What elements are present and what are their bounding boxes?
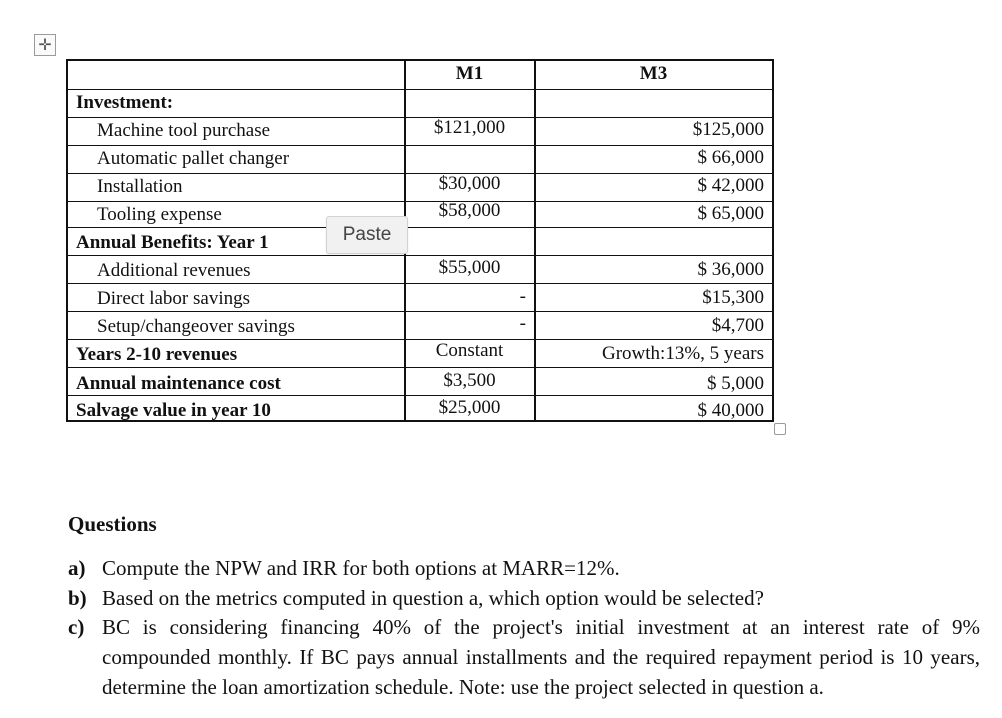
row-label: Installation	[97, 176, 183, 197]
question-text: Based on the metrics computed in question a, which option would be selected?	[102, 586, 764, 610]
row-label: Direct labor savings	[97, 288, 251, 309]
m3-value: $15,300	[702, 287, 764, 308]
section-label-annual-benefits: Annual Benefits: Year 1	[76, 232, 269, 253]
row-line	[66, 255, 774, 256]
row-label: Machine tool purchase	[97, 120, 271, 141]
row-label-years-2-10: Years 2-10 revenues	[76, 344, 238, 365]
question-text: BC is considering financing 40% of the project's initial investment at an interest rate of 9% compounded monthly. If BC pays annual installments and the required repayment period is 10 years, determine the loan amortization schedule. Note: use the project selected in question a.	[102, 615, 980, 699]
question-marker: c)	[68, 615, 85, 639]
row-label-salvage: Salvage value in year 10	[76, 400, 271, 421]
m1-value: $30,000	[438, 173, 501, 194]
row-label-maintenance: Annual maintenance cost	[76, 373, 281, 394]
question-text: Compute the NPW and IRR for both options at MARR=12%.	[102, 556, 620, 580]
row-line	[66, 311, 774, 312]
question-item	[68, 553, 980, 583]
table-border-top	[66, 59, 774, 61]
section-label-investment: Investment:	[76, 92, 174, 113]
m3-value: $ 36,000	[697, 259, 764, 280]
row-line	[66, 89, 774, 90]
column-header-m3: M3	[639, 63, 668, 84]
row-line	[66, 283, 774, 284]
row-line	[66, 227, 774, 228]
m1-value: -	[519, 313, 526, 334]
row-label: Automatic pallet changer	[97, 148, 290, 169]
question-marker: a)	[68, 556, 86, 580]
m1-value: $55,000	[438, 257, 501, 278]
question-item	[68, 583, 980, 613]
m1-value: $121,000	[433, 117, 506, 138]
row-line	[66, 339, 774, 340]
m3-value: $ 42,000	[697, 175, 764, 196]
m3-value: $ 65,000	[697, 203, 764, 224]
row-line	[66, 145, 774, 146]
m3-value: $ 66,000	[697, 147, 764, 168]
question-marker: b)	[68, 586, 87, 610]
m3-value: $ 5,000	[707, 373, 764, 394]
m3-value: $4,700	[711, 315, 764, 336]
question-item	[68, 612, 980, 704]
m1-value: Constant	[435, 340, 504, 361]
column-header-m1: M1	[455, 63, 484, 84]
row-label: Additional revenues	[97, 260, 251, 281]
table-move-handle[interactable]	[34, 34, 56, 56]
m1-value: $3,500	[443, 370, 496, 391]
m1-value: $25,000	[438, 397, 501, 418]
row-label: Setup/changeover savings	[97, 316, 295, 337]
questions-heading: Questions	[68, 512, 157, 536]
row-line	[66, 395, 774, 396]
m3-value: Growth:13%, 5 years	[602, 343, 764, 364]
paste-button[interactable]: Paste	[326, 216, 408, 254]
move-icon: ✛	[38, 35, 52, 54]
table-resize-handle[interactable]	[774, 423, 786, 435]
m1-value: -	[519, 286, 526, 307]
m1-value: $58,000	[438, 200, 501, 221]
m3-value: $ 40,000	[697, 400, 764, 421]
m3-value: $125,000	[692, 119, 764, 140]
row-label: Tooling expense	[97, 204, 222, 225]
row-line	[66, 367, 774, 368]
